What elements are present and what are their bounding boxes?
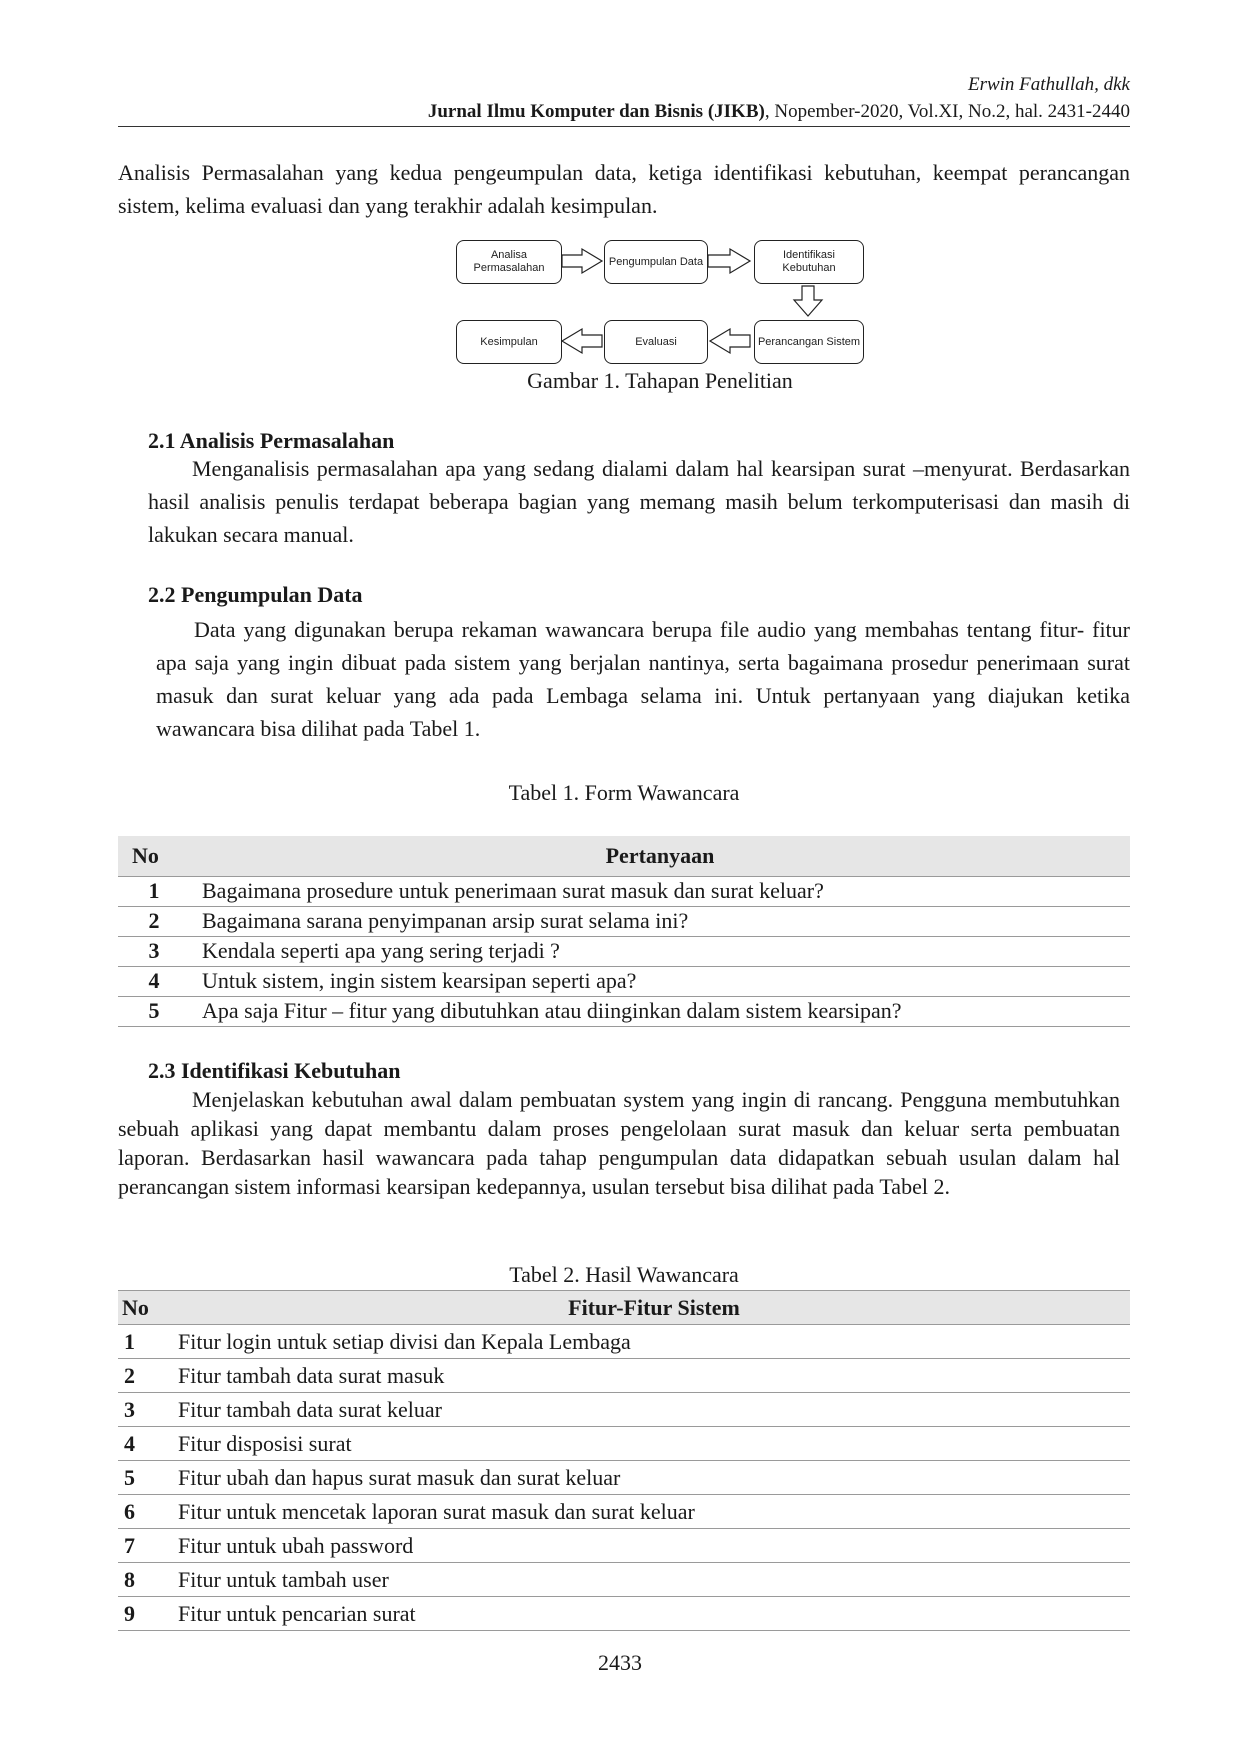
row-question: Untuk sistem, ingin sistem kearsipan seperti apa? xyxy=(190,966,1130,996)
flow-box-perancangan: Perancangan Sistem xyxy=(754,320,864,364)
row-number: 1 xyxy=(118,876,190,906)
row-feature: Fitur ubah dan hapus surat masuk dan surat keluar xyxy=(178,1461,1130,1495)
table-row xyxy=(118,1461,1130,1495)
row-number: 7 xyxy=(118,1529,178,1563)
row-feature: Fitur login untuk setiap divisi dan Kepala Lembaga xyxy=(178,1325,1130,1359)
row-number: 2 xyxy=(118,1359,178,1393)
row-question: Bagaimana sarana penyimpanan arsip surat selama ini? xyxy=(190,906,1130,936)
row-number: 5 xyxy=(118,1461,178,1495)
row-feature: Fitur tambah data surat keluar xyxy=(178,1393,1130,1427)
row-question: Kendala seperti apa yang sering terjadi ? xyxy=(190,936,1130,966)
table-row xyxy=(118,1359,1130,1393)
journal-name: Jurnal Ilmu Komputer dan Bisnis (JIKB) xyxy=(427,101,765,122)
row-feature: Fitur tambah data surat masuk xyxy=(178,1359,1130,1393)
flow-box-evaluasi: Evaluasi xyxy=(604,320,708,364)
row-number: 4 xyxy=(118,966,190,996)
table-row xyxy=(118,1597,1130,1631)
row-feature: Fitur disposisi surat xyxy=(178,1427,1130,1461)
row-feature: Fitur untuk pencarian surat xyxy=(178,1597,1130,1631)
flow-arrows xyxy=(450,236,870,370)
flow-box-pengumpulan: Pengumpulan Data xyxy=(604,240,708,284)
journal-issue: , Nopember-2020, Vol.XI, No.2, hal. 2431-2440 xyxy=(764,101,1130,122)
table-row xyxy=(118,1529,1130,1563)
row-feature: Fitur untuk mencetak laporan surat masuk dan surat keluar xyxy=(178,1495,1130,1529)
table-row xyxy=(118,1427,1130,1461)
table-header-row xyxy=(118,1291,1130,1325)
table-row xyxy=(118,996,1130,1026)
header-rule xyxy=(118,126,1130,127)
row-number: 4 xyxy=(118,1427,178,1461)
table-row xyxy=(118,1393,1130,1427)
row-number: 3 xyxy=(118,1393,178,1427)
row-number: 8 xyxy=(118,1563,178,1597)
table-row xyxy=(118,1325,1130,1359)
row-number: 6 xyxy=(118,1495,178,1529)
table-header-no: No xyxy=(118,836,190,876)
figure-caption: Gambar 1. Tahapan Penelitian xyxy=(527,368,793,393)
arrow-right-icon xyxy=(708,249,750,273)
table-row xyxy=(118,1563,1130,1597)
section-2-1-body: Menganalisis permasalahan apa yang sedang dialami dalam hal kearsipan surat –menyurat. Berdasarkan hasil analisis penulis terdapat beberapa bagian yang memang masih belum terkomputerisasi dan masih di lakukan secara manual. xyxy=(148,456,1130,547)
row-number: 5 xyxy=(118,996,190,1026)
section-2-3-body: Menjelaskan kebutuhan awal dalam pembuatan system yang ingin di rancang. Pengguna membutuhkan sebuah aplikasi yang dapat membantu dalam proses pengelolaan surat masuk dan keluar serta pembuatan laporan. Berdasarkan hasil wawancara pada tahap pengumpulan data didapatkan sebuah usulan dalam hal perancangan sistem informasi kearsipan kedepannya, usulan tersebut bisa dilihat pada Tabel 2. xyxy=(118,1087,1120,1199)
arrow-left-icon xyxy=(710,329,750,353)
row-number: 3 xyxy=(118,936,190,966)
section-2-3-heading: 2.3 Identifikasi Kebutuhan xyxy=(148,1058,401,1083)
row-question: Bagaimana prosedure untuk penerimaan surat masuk dan surat keluar? xyxy=(190,876,1130,906)
table-row xyxy=(118,936,1130,966)
table-row xyxy=(118,966,1130,996)
row-feature: Fitur untuk ubah password xyxy=(178,1529,1130,1563)
table-header-question: Pertanyaan xyxy=(190,836,1130,876)
running-header-journal xyxy=(428,101,1130,123)
research-stages-figure xyxy=(450,236,870,370)
section-2-2-body: Data yang digunakan berupa rekaman wawancara berupa file audio yang membahas tentang fitur- fitur apa saja yang ingin dibuat pada sistem yang berjalan nantinya, serta bagaimana prosedur penerimaan surat masuk dan surat keluar yang ada pada Lembaga selama ini. Untuk pertanyaan yang diajukan ketika wawancara bisa dilihat pada Tabel 1. xyxy=(156,617,1130,741)
intro-paragraph: Analisis Permasalahan yang kedua pengeumpulan data, ketiga identifikasi kebutuhan, keempat perancangan sistem, kelima evaluasi dan yang terakhir adalah kesimpulan. xyxy=(118,160,1130,218)
table-header-feature: Fitur-Fitur Sistem xyxy=(178,1291,1130,1325)
flow-box-identifikasi: Identifikasi Kebutuhan xyxy=(754,240,864,284)
table-header-row xyxy=(118,836,1130,876)
row-feature: Fitur untuk tambah user xyxy=(178,1563,1130,1597)
row-number: 1 xyxy=(118,1325,178,1359)
table-row xyxy=(118,876,1130,906)
row-number: 9 xyxy=(118,1597,178,1631)
row-number: 2 xyxy=(118,906,190,936)
running-header-author: Erwin Fathullah, dkk xyxy=(967,74,1130,95)
section-2-1-heading: 2.1 Analisis Permasalahan xyxy=(148,428,395,453)
table-row xyxy=(118,1495,1130,1529)
page-number: 2433 xyxy=(598,1650,642,1675)
interview-form-table xyxy=(118,836,1130,1027)
flow-box-kesimpulan: Kesimpulan xyxy=(456,320,562,364)
row-question: Apa saja Fitur – fitur yang dibutuhkan atau diinginkan dalam sistem kearsipan? xyxy=(190,996,1130,1026)
arrow-right-icon xyxy=(562,249,602,273)
arrow-left-icon xyxy=(562,329,602,353)
table2-caption: Tabel 2. Hasil Wawancara xyxy=(509,1262,739,1287)
table-header-no: No xyxy=(118,1291,178,1325)
section-2-2-heading: 2.2 Pengumpulan Data xyxy=(148,582,363,607)
flow-box-analisa: Analisa Permasalahan xyxy=(456,240,562,284)
interview-results-table xyxy=(118,1290,1130,1631)
table1-caption: Tabel 1. Form Wawancara xyxy=(508,780,740,805)
arrow-down-icon xyxy=(794,286,822,316)
table-row xyxy=(118,906,1130,936)
